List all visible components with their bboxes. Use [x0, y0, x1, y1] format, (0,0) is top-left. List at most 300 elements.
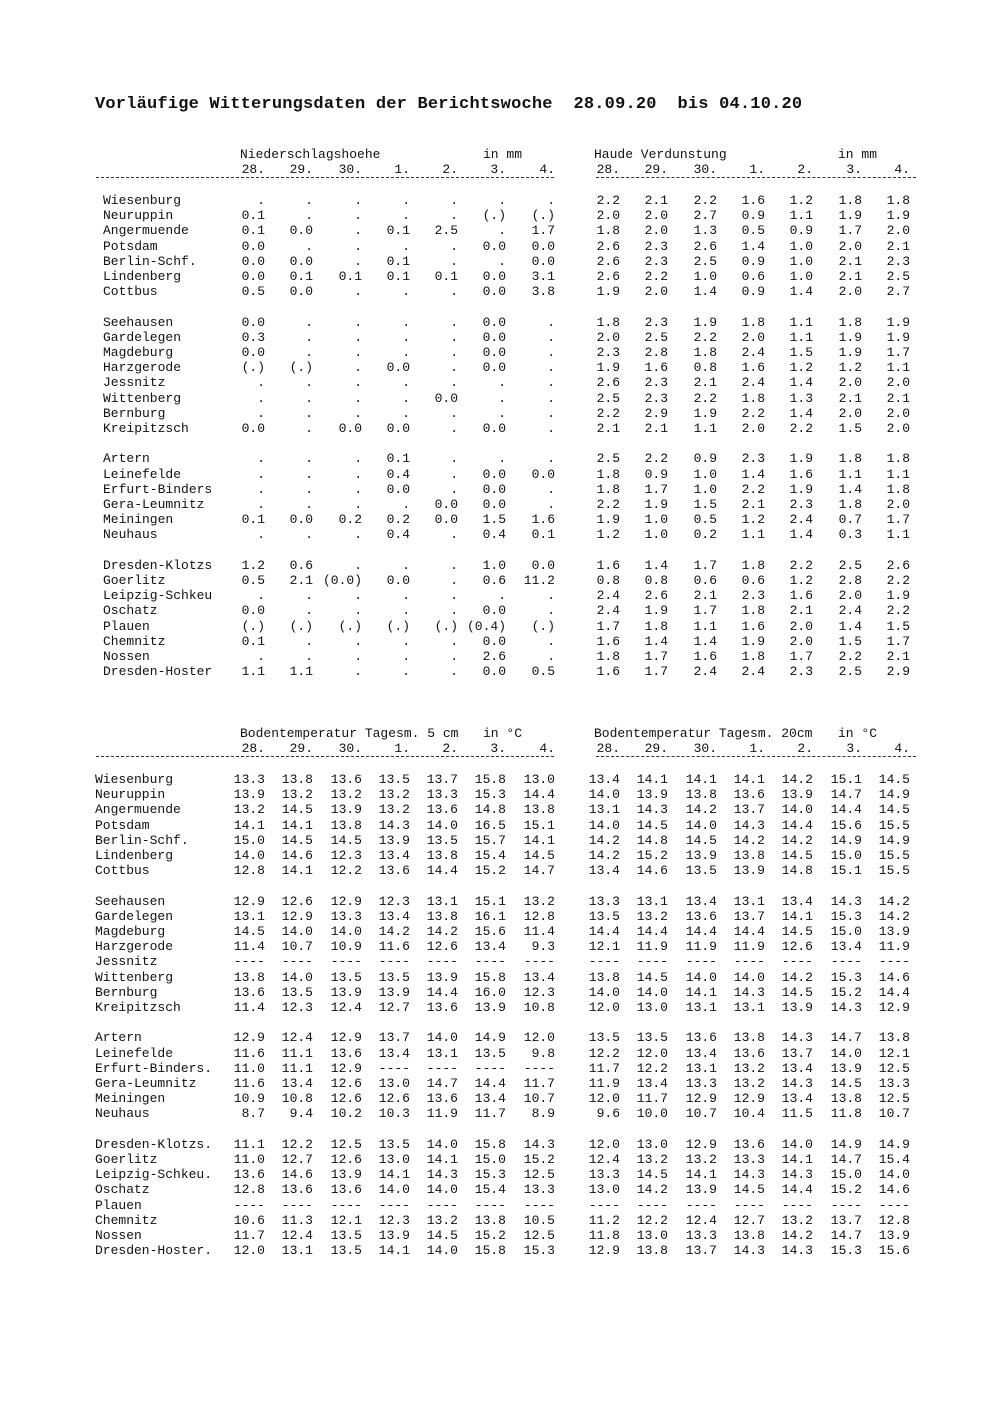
left-value-cell: 10.9 [330, 939, 362, 955]
right-value-cell: 2.0 [789, 633, 813, 649]
evap-divider [596, 177, 916, 178]
right-value-cell: 14.2 [781, 1228, 813, 1243]
right-value-cell: 1.4 [789, 527, 813, 543]
left-value-cell: . [547, 345, 555, 360]
right-value-cell: 1.0 [693, 481, 717, 497]
left-value-cell: 3.8 [531, 284, 555, 300]
right-value-cell: 13.7 [781, 1045, 813, 1061]
right-day-header: 29. [644, 162, 668, 177]
right-value-cell: 13.4 [588, 863, 620, 879]
left-value-cell: 12.4 [281, 1228, 313, 1243]
left-value-cell: . [354, 466, 362, 482]
station-name: Neuruppin [95, 787, 166, 803]
right-value-cell: 2.9 [644, 405, 668, 421]
right-value-cell: 1.9 [644, 497, 668, 512]
table-row [0, 802, 1000, 817]
right-value-cell: 1.8 [596, 649, 620, 664]
left-value-cell: 15.2 [474, 863, 506, 879]
station-name: Artern [95, 1030, 142, 1046]
station-name: Kreipitzsch [103, 421, 189, 436]
right-value-cell: 13.6 [685, 908, 717, 924]
left-value-cell: 0.4 [386, 527, 410, 543]
right-value-cell: 2.2 [741, 481, 765, 497]
right-value-cell: 13.1 [685, 1000, 717, 1015]
left-value-cell: . [450, 208, 458, 224]
left-value-cell: 0.0 [482, 238, 506, 254]
left-value-cell: . [547, 193, 555, 208]
table-row [0, 1152, 1000, 1167]
right-value-cell: 1.0 [693, 269, 717, 284]
right-value-cell: 14.3 [733, 984, 765, 1000]
table-row [0, 603, 1000, 618]
table-row [0, 787, 1000, 802]
right-value-cell: 2.2 [644, 269, 668, 284]
left-value-cell: 0.0 [482, 329, 506, 345]
right-value-cell: 0.8 [596, 573, 620, 588]
station-name: Jessnitz [95, 954, 158, 970]
left-value-cell: 10.2 [330, 1106, 362, 1122]
left-value-cell: 11.4 [233, 939, 265, 955]
left-value-cell: . [257, 451, 265, 467]
left-value-cell: . [402, 329, 410, 345]
right-value-cell: 14.5 [685, 832, 717, 848]
station-name: Magdeburg [103, 345, 174, 360]
left-value-cell: . [305, 329, 313, 345]
right-value-cell: 14.1 [685, 1167, 717, 1183]
right-value-cell: ---- [733, 954, 765, 970]
left-value-cell: . [547, 314, 555, 330]
left-value-cell: . [305, 633, 313, 649]
left-value-cell: . [354, 557, 362, 573]
left-value-cell: 12.3 [378, 1212, 410, 1228]
right-value-cell: 14.7 [830, 787, 862, 803]
left-value-cell: 13.2 [378, 802, 410, 818]
left-value-cell: 0.1 [241, 633, 265, 649]
left-value-cell: 0.0 [482, 421, 506, 436]
left-value-cell: . [354, 390, 362, 406]
table-row [0, 588, 1000, 603]
right-value-cell: 1.8 [741, 390, 765, 406]
right-value-cell: 11.7 [588, 1060, 620, 1076]
left-value-cell: . [547, 497, 555, 512]
left-value-cell: 10.9 [233, 1091, 265, 1107]
table-row [0, 772, 1000, 787]
right-value-cell: 13.6 [733, 1136, 765, 1152]
left-value-cell: 13.0 [523, 772, 555, 787]
right-value-cell: 1.4 [741, 466, 765, 482]
right-value-cell: 1.5 [838, 633, 862, 649]
left-value-cell: 13.9 [330, 1167, 362, 1183]
left-value-cell: 0.0 [241, 238, 265, 254]
right-value-cell: 2.2 [789, 421, 813, 436]
left-value-cell: 12.7 [378, 1000, 410, 1015]
right-value-cell: 2.4 [838, 603, 862, 619]
right-value-cell: 1.2 [789, 573, 813, 588]
right-value-cell: 14.6 [636, 863, 668, 879]
station-name: Potsdam [95, 817, 150, 833]
station-name: Neuruppin [103, 208, 174, 224]
left-value-cell: 14.1 [281, 863, 313, 879]
right-value-cell: 15.4 [878, 1152, 910, 1167]
station-name: Dresden-Hoster. [95, 1243, 213, 1259]
right-value-cell: 1.4 [644, 557, 668, 573]
left-value-cell: 0.0 [482, 497, 506, 512]
left-value-cell: 0.1 [386, 451, 410, 467]
left-value-cell: . [547, 603, 555, 619]
left-value-cell: . [354, 664, 362, 680]
right-value-cell: 13.2 [733, 1060, 765, 1076]
right-value-cell: 0.8 [644, 573, 668, 588]
left-value-cell: . [257, 527, 265, 543]
left-value-cell: 12.5 [523, 1167, 555, 1183]
station-name: Berlin-Schf. [95, 832, 189, 848]
right-value-cell: 2.1 [693, 588, 717, 604]
left-value-cell: 15.3 [523, 1243, 555, 1259]
left-value-cell: . [354, 633, 362, 649]
station-name: Dresden-Klotzs. [95, 1136, 213, 1152]
left-value-cell: 0.0 [289, 253, 313, 269]
right-value-cell: 0.9 [741, 253, 765, 269]
table-row [0, 345, 1000, 360]
right-value-cell: 13.7 [733, 908, 765, 924]
left-value-cell: 0.1 [338, 269, 362, 284]
left-value-cell: 14.0 [426, 1030, 458, 1046]
right-value-cell: 13.8 [878, 1030, 910, 1046]
right-value-cell: ---- [685, 1197, 717, 1213]
right-value-cell: 2.2 [693, 390, 717, 406]
station-name: Harzgerode [103, 360, 182, 376]
right-value-cell: 2.2 [789, 557, 813, 573]
left-value-cell: 2.5 [434, 223, 458, 239]
station-name: Chemnitz [103, 633, 166, 649]
right-value-cell: 1.1 [886, 360, 910, 376]
left-value-cell: ---- [378, 1197, 410, 1213]
right-value-cell: 2.8 [644, 345, 668, 360]
right-day-header: 28. [596, 741, 620, 756]
right-value-cell: 2.4 [741, 375, 765, 391]
left-value-cell: 14.0 [330, 924, 362, 939]
right-value-cell: 14.0 [781, 802, 813, 818]
right-value-cell: 14.3 [733, 1243, 765, 1259]
right-value-cell: 14.0 [588, 984, 620, 1000]
left-value-cell: 2.6 [482, 649, 506, 664]
right-value-cell: 2.1 [886, 390, 910, 406]
table-row [0, 954, 1000, 969]
right-value-cell: 13.5 [636, 1030, 668, 1046]
table-row [0, 833, 1000, 848]
right-value-cell: 1.8 [741, 557, 765, 573]
right-value-cell: 1.9 [596, 284, 620, 300]
right-value-cell: 11.9 [685, 939, 717, 955]
table-row [0, 360, 1000, 375]
left-value-cell: . [354, 497, 362, 512]
left-value-cell: 0.0 [482, 345, 506, 360]
left-value-cell: 10.7 [281, 939, 313, 955]
right-value-cell: 14.4 [733, 924, 765, 939]
left-value-cell: 14.0 [426, 1136, 458, 1152]
right-value-cell: 1.8 [596, 314, 620, 330]
right-value-cell: 2.0 [644, 208, 668, 224]
right-value-cell: 1.9 [741, 633, 765, 649]
left-value-cell: . [450, 314, 458, 330]
left-value-cell: 0.0 [482, 603, 506, 619]
left-value-cell: 15.3 [474, 1167, 506, 1183]
right-value-cell: 2.0 [644, 223, 668, 239]
right-value-cell: 1.1 [886, 527, 910, 543]
right-value-cell: 1.9 [838, 208, 862, 224]
right-value-cell: 2.7 [693, 208, 717, 224]
right-value-cell: 13.8 [733, 1228, 765, 1243]
soil20-header-title: Bodentemperatur Tagesm. 20cm [594, 726, 813, 741]
left-value-cell: ---- [523, 1197, 555, 1213]
left-value-cell: 15.4 [474, 848, 506, 863]
right-value-cell: ---- [878, 954, 910, 970]
left-value-cell: 12.1 [330, 1212, 362, 1228]
right-value-cell: 14.0 [733, 969, 765, 985]
left-value-cell: 11.6 [233, 1045, 265, 1061]
right-value-cell: 14.4 [781, 817, 813, 833]
right-value-cell: 2.2 [886, 573, 910, 588]
left-value-cell: 10.6 [233, 1212, 265, 1228]
right-value-cell: 1.7 [644, 649, 668, 664]
left-value-cell: 12.6 [426, 939, 458, 955]
left-value-cell: . [498, 405, 506, 421]
right-value-cell: 2.3 [741, 451, 765, 467]
left-value-cell: 12.2 [330, 863, 362, 879]
right-value-cell: 14.8 [636, 832, 668, 848]
left-day-header: 4. [539, 162, 555, 177]
right-value-cell: 1.0 [789, 253, 813, 269]
left-value-cell: 0.0 [531, 238, 555, 254]
right-value-cell: 14.9 [878, 787, 910, 803]
left-value-cell: 1.1 [289, 664, 313, 680]
left-value-cell: . [354, 649, 362, 664]
left-value-cell: 14.0 [378, 1182, 410, 1198]
left-day-header: 30. [338, 741, 362, 756]
left-value-cell: (0.0) [322, 573, 362, 588]
right-value-cell: 2.6 [644, 588, 668, 604]
station-name: Seehausen [103, 314, 174, 330]
left-value-cell: 13.7 [378, 1030, 410, 1046]
right-value-cell: 1.8 [596, 223, 620, 239]
left-value-cell: 15.6 [474, 924, 506, 939]
left-value-cell: 14.0 [281, 969, 313, 985]
left-value-cell: 13.5 [474, 1045, 506, 1061]
left-value-cell: . [354, 451, 362, 467]
left-value-cell: . [402, 238, 410, 254]
right-value-cell: 1.8 [741, 314, 765, 330]
station-name: Wiesenburg [103, 193, 182, 208]
left-value-cell: . [354, 253, 362, 269]
right-value-cell: 1.6 [741, 360, 765, 376]
left-value-cell: . [354, 345, 362, 360]
right-value-cell: 1.4 [693, 284, 717, 300]
right-value-cell: 14.5 [636, 1167, 668, 1183]
right-value-cell: 13.7 [733, 802, 765, 818]
station-name: Harzgerode [95, 939, 174, 955]
left-value-cell: 0.0 [434, 512, 458, 528]
left-value-cell: . [305, 345, 313, 360]
table-row [0, 558, 1000, 573]
table-row [0, 467, 1000, 482]
station-name: Kreipitzsch [95, 1000, 181, 1015]
right-value-cell: 12.7 [733, 1212, 765, 1228]
left-value-cell: 13.2 [330, 787, 362, 803]
left-value-cell: . [305, 588, 313, 604]
left-value-cell: 13.9 [330, 984, 362, 1000]
left-value-cell: 0.1 [241, 208, 265, 224]
table-row [0, 909, 1000, 924]
right-value-cell: 0.9 [741, 284, 765, 300]
left-value-cell: 0.0 [289, 223, 313, 239]
right-value-cell: 2.3 [789, 664, 813, 680]
left-value-cell: 14.0 [426, 1243, 458, 1259]
right-value-cell: 2.2 [596, 193, 620, 208]
right-value-cell: 15.3 [830, 969, 862, 985]
right-value-cell: 14.2 [781, 832, 813, 848]
left-value-cell: 13.4 [474, 939, 506, 955]
right-value-cell: 14.4 [781, 1182, 813, 1198]
right-value-cell: 1.8 [644, 618, 668, 634]
station-name: Gardelegen [103, 329, 182, 345]
station-name: Plauen [103, 618, 150, 634]
right-value-cell: 13.2 [636, 1152, 668, 1167]
right-value-cell: 1.9 [789, 451, 813, 467]
left-value-cell: 0.0 [482, 466, 506, 482]
left-value-cell: 13.6 [330, 772, 362, 787]
right-value-cell: 2.3 [596, 345, 620, 360]
left-value-cell: . [402, 405, 410, 421]
left-value-cell: 13.6 [330, 1045, 362, 1061]
right-value-cell: 1.6 [596, 557, 620, 573]
right-value-cell: 2.9 [886, 664, 910, 680]
table-row [0, 451, 1000, 466]
left-value-cell: 12.9 [330, 893, 362, 909]
station-name: Erfurt-Binders. [95, 1060, 213, 1076]
right-value-cell: 15.0 [830, 924, 862, 939]
right-value-cell: 1.9 [789, 481, 813, 497]
right-day-header: 1. [749, 741, 765, 756]
right-value-cell: 2.1 [838, 269, 862, 284]
right-value-cell: 2.6 [596, 269, 620, 284]
right-value-cell: 1.1 [789, 208, 813, 224]
left-value-cell: . [402, 345, 410, 360]
right-value-cell: 1.4 [789, 375, 813, 391]
right-value-cell: 14.5 [781, 984, 813, 1000]
table-row [0, 527, 1000, 542]
right-value-cell: 13.8 [830, 1091, 862, 1107]
table-row [0, 649, 1000, 664]
right-value-cell: 13.1 [588, 802, 620, 818]
left-value-cell: 0.0 [482, 314, 506, 330]
left-value-cell: 0.5 [241, 284, 265, 300]
left-value-cell: . [402, 284, 410, 300]
left-value-cell: ---- [233, 1197, 265, 1213]
left-day-header: 2. [442, 741, 458, 756]
right-value-cell: 14.3 [781, 1167, 813, 1183]
right-value-cell: 0.5 [693, 512, 717, 528]
left-value-cell: (.) [338, 618, 362, 634]
right-value-cell: 13.8 [733, 848, 765, 863]
left-value-cell: ---- [378, 1060, 410, 1076]
station-name: Meiningen [103, 512, 174, 528]
right-value-cell: 2.3 [886, 253, 910, 269]
right-value-cell: 13.8 [588, 969, 620, 985]
left-value-cell: 14.4 [426, 984, 458, 1000]
right-value-cell: 2.4 [596, 588, 620, 604]
table-row [0, 391, 1000, 406]
table-row [0, 664, 1000, 679]
left-value-cell: 1.7 [531, 223, 555, 239]
right-value-cell: 0.8 [693, 360, 717, 376]
left-value-cell: 13.6 [233, 984, 265, 1000]
left-value-cell: . [547, 451, 555, 467]
soil-temperature-table [0, 726, 1000, 1266]
right-value-cell: 13.9 [830, 1060, 862, 1076]
left-value-cell: 0.3 [241, 329, 265, 345]
right-value-cell: 2.4 [693, 664, 717, 680]
left-value-cell: . [450, 466, 458, 482]
left-value-cell: 13.4 [281, 1076, 313, 1091]
right-day-header: 1. [749, 162, 765, 177]
left-value-cell: . [305, 314, 313, 330]
right-value-cell: 1.9 [886, 329, 910, 345]
left-value-cell: . [498, 451, 506, 467]
right-value-cell: 2.3 [741, 588, 765, 604]
right-value-cell: 1.9 [644, 603, 668, 619]
left-value-cell: 11.7 [474, 1106, 506, 1122]
right-day-header: 3. [846, 741, 862, 756]
left-value-cell: 12.6 [330, 1076, 362, 1091]
left-value-cell: . [450, 253, 458, 269]
right-value-cell: 1.8 [838, 497, 862, 512]
table-row [0, 254, 1000, 269]
right-value-cell: 2.4 [596, 603, 620, 619]
right-value-cell: 1.0 [693, 466, 717, 482]
left-value-cell: . [354, 603, 362, 619]
right-value-cell: 11.5 [781, 1106, 813, 1122]
right-value-cell: 14.5 [878, 802, 910, 818]
precip-divider [96, 177, 554, 178]
left-value-cell: . [450, 345, 458, 360]
left-value-cell: 1.1 [241, 664, 265, 680]
left-value-cell: . [305, 497, 313, 512]
left-value-cell: 13.3 [523, 1182, 555, 1198]
right-value-cell: 2.2 [693, 329, 717, 345]
station-name: Goerlitz [103, 573, 166, 588]
left-value-cell: 13.6 [330, 1182, 362, 1198]
left-day-header: 28. [241, 741, 265, 756]
right-value-cell: 13.5 [685, 863, 717, 879]
left-value-cell: 14.0 [281, 924, 313, 939]
table-row [0, 573, 1000, 588]
table-row [0, 985, 1000, 1000]
left-value-cell: 13.2 [426, 1212, 458, 1228]
soil20-divider [596, 756, 916, 757]
right-value-cell: 1.6 [596, 633, 620, 649]
left-value-cell: 14.4 [474, 1076, 506, 1091]
left-value-cell: 13.3 [426, 787, 458, 803]
left-value-cell: 15.8 [474, 772, 506, 787]
right-value-cell: 2.1 [789, 603, 813, 619]
left-value-cell: 12.0 [523, 1030, 555, 1046]
right-value-cell: 2.1 [693, 375, 717, 391]
right-value-cell: 12.9 [588, 1243, 620, 1259]
left-value-cell: 0.0 [482, 360, 506, 376]
left-value-cell: 12.9 [233, 1030, 265, 1046]
station-name: Artern [103, 451, 150, 467]
right-value-cell: 13.0 [636, 1000, 668, 1015]
